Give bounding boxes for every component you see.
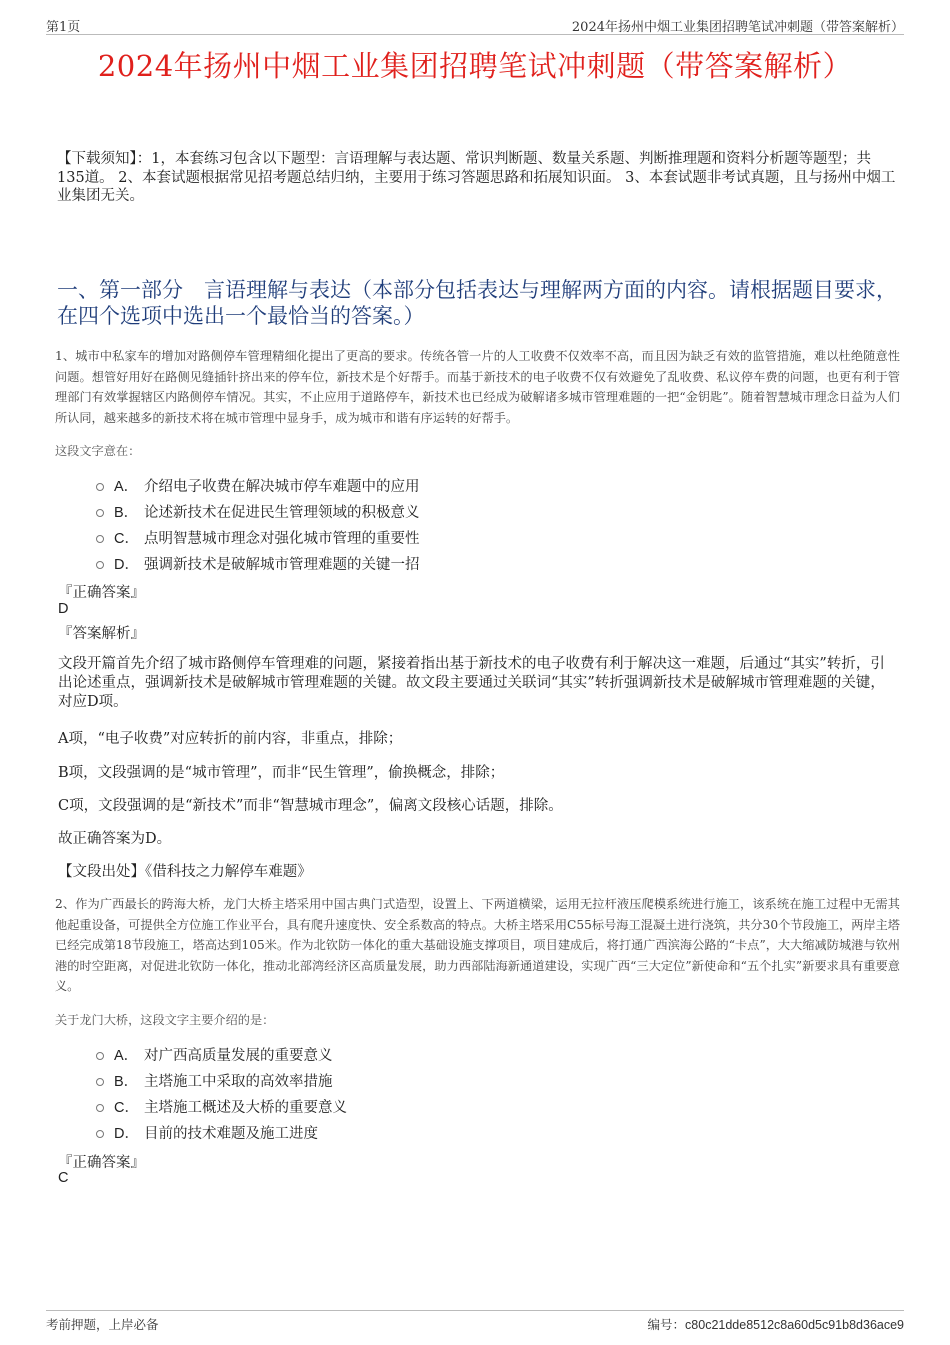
footer-slogan: 考前押题，上岸必备	[46, 1317, 159, 1332]
option-text: 主塔施工中采取的高效率措施	[144, 1073, 333, 1090]
question-2-text: 2、作为广西最长的跨海大桥，龙门大桥主塔采用中国古典门式造型，设置上、下两道横梁，运用无拉杆液压爬模系统进行施工，该系统在施工过程中无需其他起重设备，可提供全方位施工作业平台，具有爬升速度快、安全系数高的特点。大桥主塔采用C55标号海工混凝土进行浇筑，共分30个节段施工，两岸主塔已经完成第18节段施工，塔高达到105米。作为北钦防一体化的重大基础设施支撑项目，项目建成后，将打通广西滨海公路的“卡点”，大大缩减防城港与钦州港的时空距离，对促进北钦防一体化，推动北部湾经济区高质量发展，助力西部陆海新通道建设，实现广西“三大定位”新使命和“五个扎实”新要求具有重要意义。	[55, 897, 900, 993]
question-1-text: 1、城市中私家车的增加对路侧停车管理精细化提出了更高的要求。传统各管一片的人工收费不仅效率不高，而且因为缺乏有效的监管措施，难以杜绝随意性问题。想管好用好在路侧见缝插针挤出来的停车位，新技术是个好帮手。而基于新技术的电子收费不仅有效避免了乱收费、私议停车费的问题，也更有利于管理部门有效掌握辖区内路侧停车情况。其实，不止应用于道路停车，新技术也已经成为破解诸多城市管理难题的一把“金钥匙”。随着智慧城市理念日益为人们所认同，越来越多的新技术将在城市管理中显身手，成为城市和谐有序运转的好帮手。	[55, 349, 900, 425]
option-letter: C．	[114, 530, 139, 547]
option-letter: B．	[114, 504, 139, 521]
question-1-analysis-label: 『答案解析』	[58, 626, 145, 642]
download-notice: 【下载须知】：1，本套练习包含以下题型：言语理解与表达题、常识判断题、数量关系题、判断推理题和资料分析题等题型；共135道。 2、本套试题根据常见招考题总结归纳，主要用于练习答题思路和拓展知识面。 3、本套试题非考试真题，且与扬州中烟工业集团无关。	[57, 151, 896, 204]
question-1-note-a: A项，“电子收费”对应转折的前内容，非重点，排除；	[58, 731, 403, 747]
footer-code-label: 编号：	[647, 1317, 686, 1332]
question-1-note-b: B项，文段强调的是“城市管理”，而非“民生管理”，偷换概念，排除；	[58, 765, 505, 781]
radio-icon[interactable]	[96, 483, 104, 491]
footer-code-value: c80c21dde8512c8a60d5c91b8d36ace9	[685, 1318, 904, 1332]
question-2-answer-label: 『正确答案』	[58, 1155, 145, 1171]
option-letter: C．	[114, 1099, 139, 1116]
radio-icon[interactable]	[96, 509, 104, 517]
question-2-option-a[interactable]	[96, 1041, 347, 1067]
question-1-conclusion: 故正确答案为D。	[58, 831, 172, 847]
option-text: 介绍电子收费在解决城市停车难题中的应用	[144, 478, 420, 495]
radio-icon[interactable]	[96, 561, 104, 569]
question-1-source: 【文段出处】《借科技之力解停车难题》	[58, 864, 312, 880]
question-1-option-d[interactable]	[96, 550, 420, 576]
question-2-option-d[interactable]	[96, 1119, 347, 1145]
question-1-answer: D	[58, 601, 69, 617]
radio-icon[interactable]	[96, 535, 104, 543]
section-title: 一、第一部分 言语理解与表达（本部分包括表达与理解两方面的内容。请根据题目要求，在四个选项中选出一个最恰当的答案。）	[57, 278, 897, 328]
option-letter: D．	[114, 1125, 139, 1142]
question-1-options	[96, 472, 420, 576]
question-1-analysis: 文段开篇首先介绍了城市路侧停车管理难的问题，紧接着指出基于新技术的电子收费有利于解决这一难题，后通过“其实”转折，引出论述重点，强调新技术是破解城市管理难题的关键。故文段主要通过关联词“其实”转折强调新技术是破解城市管理难题的关键，对应D项。	[58, 656, 885, 710]
question-1-option-b[interactable]	[96, 498, 420, 524]
footer-code	[648, 1315, 904, 1333]
question-1-note-c: C项，文段强调的是“新技术”而非“智慧城市理念”，偏离文段核心话题，排除。	[58, 798, 563, 814]
question-2-options	[96, 1041, 347, 1145]
question-2-answer: C	[58, 1170, 69, 1186]
option-letter: D．	[114, 556, 139, 573]
header-doc-title: 2024年扬州中烟工业集团招聘笔试冲刺题（带答案解析）	[571, 20, 904, 35]
option-letter: A．	[114, 478, 139, 495]
question-1-option-c[interactable]	[96, 524, 420, 550]
page-footer	[46, 1310, 904, 1335]
radio-icon[interactable]	[96, 1130, 104, 1138]
option-text: 论述新技术在促进民生管理领域的积极意义	[144, 504, 420, 521]
document-title: 2024年扬州中烟工业集团招聘笔试冲刺题（带答案解析）	[97, 49, 853, 83]
radio-icon[interactable]	[96, 1104, 104, 1112]
option-letter: A．	[114, 1047, 139, 1064]
question-2-option-b[interactable]	[96, 1067, 347, 1093]
question-1-prompt: 这段文字意在：	[55, 444, 141, 458]
option-text: 主塔施工概述及大桥的重要意义	[144, 1099, 347, 1116]
page-header	[46, 14, 904, 35]
page-number: 第1页	[46, 20, 81, 35]
question-1-answer-label: 『正确答案』	[58, 585, 145, 601]
question-1-option-a[interactable]	[96, 472, 420, 498]
radio-icon[interactable]	[96, 1078, 104, 1086]
option-letter: B．	[114, 1073, 139, 1090]
radio-icon[interactable]	[96, 1052, 104, 1060]
option-text: 强调新技术是破解城市管理难题的关键一招	[144, 556, 420, 573]
option-text: 目前的技术难题及施工进度	[144, 1125, 318, 1142]
option-text: 对广西高质量发展的重要意义	[144, 1047, 333, 1064]
option-text: 点明智慧城市理念对强化城市管理的重要性	[144, 530, 420, 547]
question-2-option-c[interactable]	[96, 1093, 347, 1119]
question-2-prompt: 关于龙门大桥，这段文字主要介绍的是：	[55, 1013, 275, 1027]
